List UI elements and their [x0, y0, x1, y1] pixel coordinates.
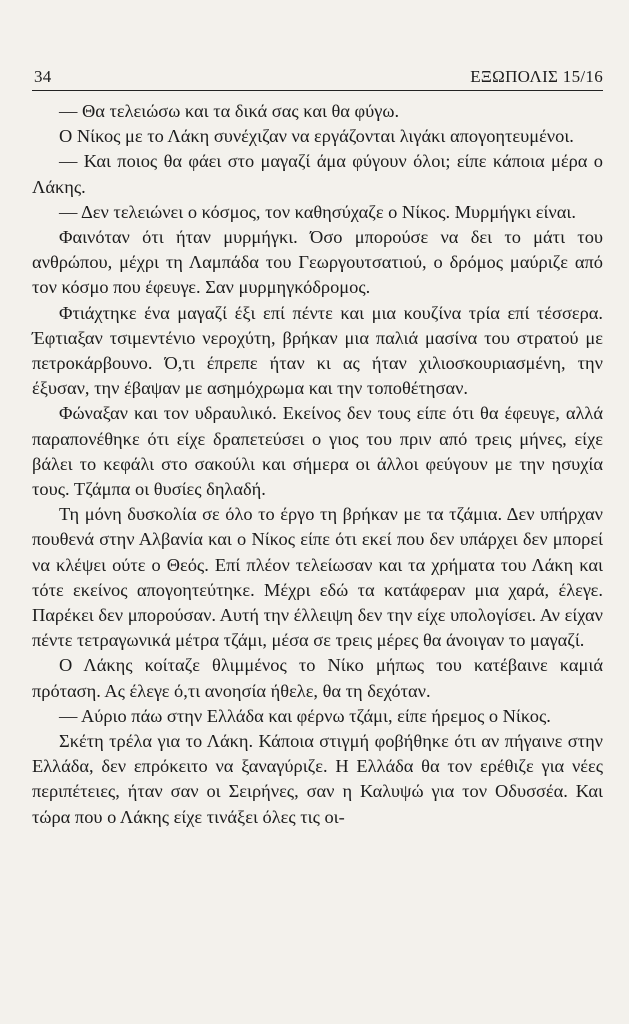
paragraph: Φαινόταν ότι ήταν μυρμήγκι. Όσο μπορούσε να δει το μάτι του ανθρώπου, μέχρι τη Λαμπάδα του Γεωργουτσατιού, ο δρόμος μαύριζε από τον κόσμο που έφευγε. Σαν μυρμηγκόδρομος. [32, 227, 603, 298]
journal-title: ΕΞΩΠΟΛΙΣ 15/16 [470, 67, 603, 86]
paragraph: Φτιάχτηκε ένα μαγαζί έξι επί πέντε και μια κουζίνα τρία επί τέσσερα. Έφτιαξαν τσιμεντένιο νεροχύτη, βρήκαν μια παλιά μασίνα του στρατού με πετροκάρβουνο. Ό,τι έπρεπε ήταν κι ας ήταν χιλιοσκουριασμένη, την έξυσαν, την έβαψαν με ασημόχρωμα και την τοποθέτησαν. [32, 302, 603, 399]
page-body [32, 99, 603, 830]
paragraph: — Δεν τελειώνει ο κόσμος, τον καθησύχαζε ο Νίκος. Μυρμήγκι είναι. [59, 201, 576, 222]
running-header [32, 64, 603, 91]
paragraph: Ο Λάκης κοίταζε θλιμμένος το Νίκο μήπως του κατέβαινε καμιά πρόταση. Ας έλεγε ό,τι ανοησία ήθελε, θα τη δεχόταν. [32, 655, 603, 701]
paragraph: Σκέτη τρέλα για το Λάκη. Κάποια στιγμή φοβήθηκε ότι αν πήγαινε στην Ελλάδα, δεν επρόκειτο να ξαναγύριζε. Η Ελλάδα θα τον ερέθιζε για νέες περιπέτειες, ήταν σαν οι Σειρήνες, σαν η Καλυψώ για τον Οδυσσέα. Και τώρα που ο Λάκης είχε τινάξει όλες τις οι- [32, 731, 603, 827]
paragraph: Φώναξαν και τον υδραυλικό. Εκείνος δεν τους είπε ότι θα έφευγε, αλλά παραπονέθηκε ότι είχε δραπετεύσει ο γιος του πριν από τρεις μήνες, είχε βάλει το κεφάλι στο σακούλι και σήμερα οι άλλοι φεύγουν με την ησυχία τους. Τζάμπα οι θυσίες δηλαδή. [32, 403, 603, 500]
paragraph: — Αύριο πάω στην Ελλάδα και φέρνω τζάμι, είπε ήρεμος ο Νίκος. [59, 705, 551, 726]
paragraph: — Και ποιος θα φάει στο μαγαζί άμα φύγουν όλοι; είπε κάποια μέρα ο Λάκης. [32, 151, 603, 197]
paragraph: — Θα τελειώσω και τα δικά σας και θα φύγω. [59, 101, 400, 121]
paragraph: Τη μόνη δυσκολία σε όλο το έργο τη βρήκαν με τα τζάμια. Δεν υπήρχαν πουθενά στην Αλβανία και ο Νίκος είπε ότι εκεί που δεν υπάρχει δεν μπορεί να κλέψει ούτε ο Θεός. Επί πλέον τελείωσαν και τα χρήματα του Λάκη και τότε εκείνος απογοητεύτηκε. Μέχρι εδώ τα κατάφεραν μια χαρά, έλεγε. Παρέκει δεν μπορούσαν. Αυτή την έλλειψη δεν την είχε υπολογίσει. Αν είχαν πέντε τετραγωνικά μέτρα τζάμι, μέσα σε τρεις μέρες θα άνοιγαν το μαγαζί. [32, 504, 603, 651]
paragraph: Ο Νίκος με το Λάκη συνέχιζαν να εργάζονται λιγάκι απογοητευμένοι. [59, 126, 574, 147]
page-number: 34 [34, 67, 52, 86]
